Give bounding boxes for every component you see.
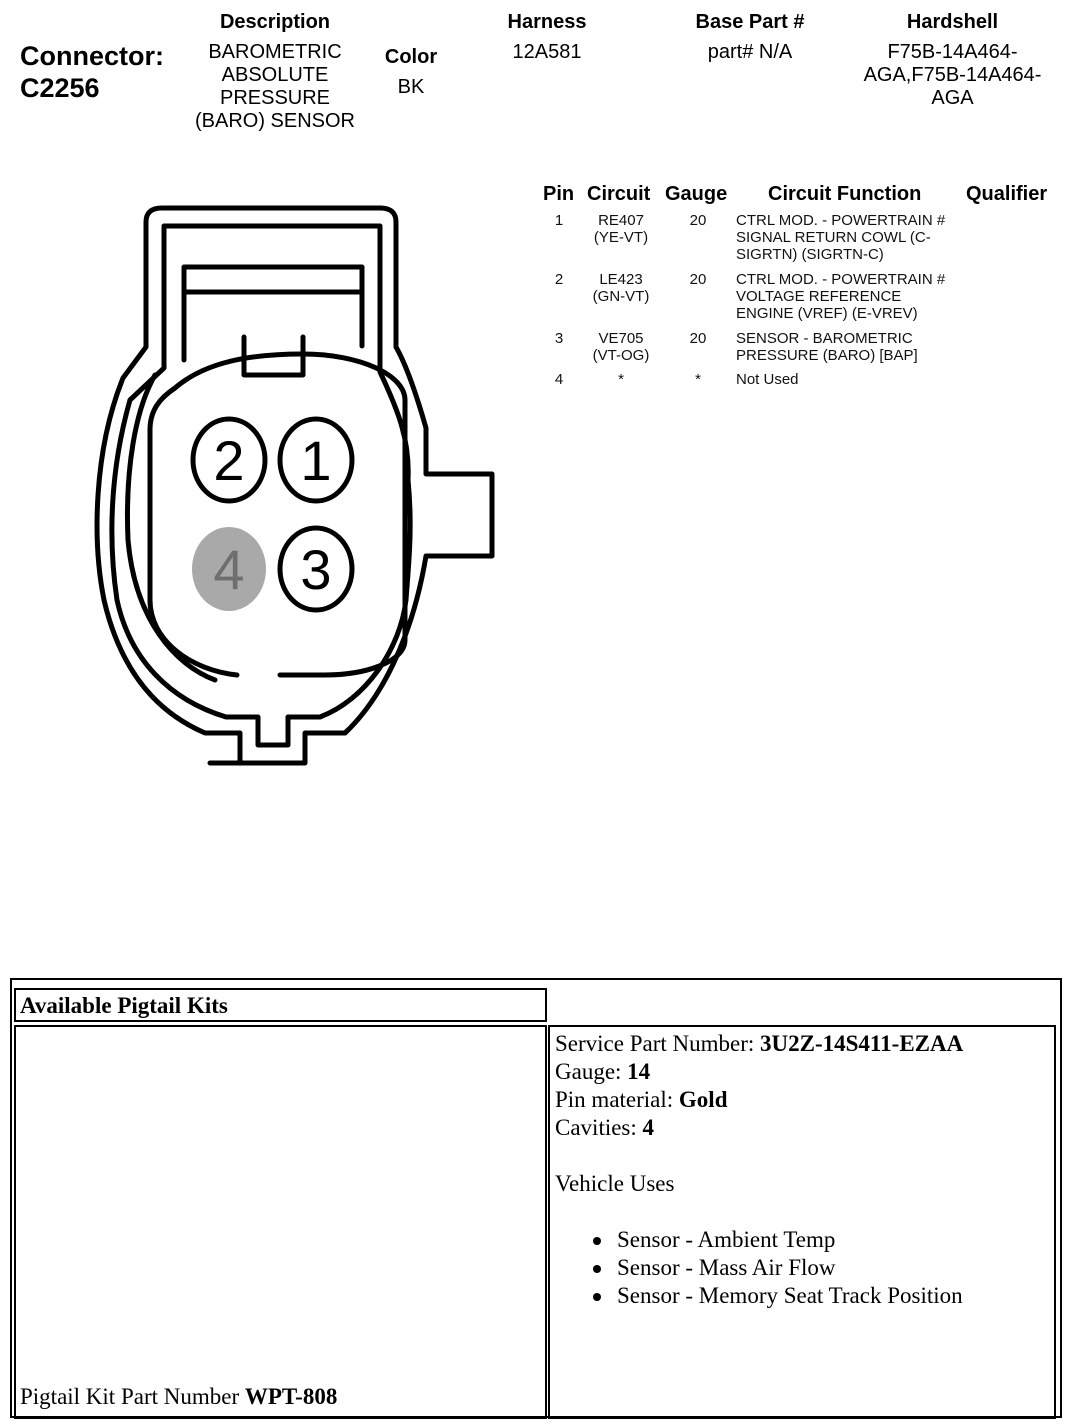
row-circuit [576,330,666,364]
pigtail-title-box [14,988,547,1022]
pin-material-value: Gold [678,1087,728,1112]
pin-4-label: 4 [213,538,245,601]
vehicle-uses-list [555,1226,1054,1310]
circuit-color: (VT-OG) [592,347,650,364]
harness-header: Harness [507,11,587,33]
pin-cavity-sweep [127,375,215,680]
color-header: Color [384,46,438,68]
gauge-line [555,1058,1054,1086]
cavities-line [555,1114,1054,1142]
function-line: CTRL MOD. - POWERTRAIN # [736,271,946,288]
function-line: SENSOR - BAROMETRIC [736,330,913,347]
color-value: BK [397,76,425,98]
cavities-value: 4 [642,1115,655,1140]
row-function [736,271,976,322]
row-gauge: * [695,371,701,388]
circuit-code: VE705 [598,330,644,347]
description-line: PRESSURE [219,87,331,109]
pin-2-label: 2 [213,429,245,492]
list-item: Sensor - Memory Seat Track Position [555,1282,1054,1310]
list-item: Sensor - Mass Air Flow [555,1254,1054,1282]
function-line: SIGNAL RETURN COWL (C- [736,229,931,246]
row-circuit [576,371,666,388]
gauge-label: Gauge: [555,1059,628,1084]
row-gauge: 20 [689,212,707,229]
gauge-col-header: Gauge [665,183,728,205]
function-line: PRESSURE (BARO) [BAP] [736,347,918,364]
pigtail-title: Available Pigtail Kits [20,993,228,1018]
row-function [736,371,976,388]
pin-material-line [555,1086,1054,1114]
kit-part-label: Pigtail Kit Part Number [20,1384,245,1409]
pin-col-header: Pin [543,183,575,205]
row-pin: 4 [554,371,564,388]
list-item: Sensor - Ambient Temp [555,1226,1054,1254]
locking-latch [184,267,362,292]
circuit-code: RE407 [598,212,644,229]
description-line: ABSOLUTE [221,64,329,86]
row-function [736,212,976,263]
circuit-col-header: Circuit [587,183,651,205]
base-part-value: part# N/A [707,41,793,63]
circuit-code: LE423 [599,271,643,288]
row-gauge: 20 [689,271,707,288]
row-circuit [576,271,666,305]
service-part-value: 3U2Z-14S411-EZAA [760,1031,964,1056]
hardshell-line: AGA,F75B-14A464- [863,64,1042,86]
description-line: BAROMETRIC [208,41,342,63]
pigtail-kit-cell [14,1025,547,1419]
pigtail-details-cell [548,1025,1056,1419]
harness-value: 12A581 [512,41,582,63]
function-line: VOLTAGE REFERENCE [736,288,902,305]
row-function [736,330,976,364]
circuit-color: (YE-VT) [593,229,649,246]
hardshell-line: F75B-14A464- [887,41,1018,63]
hardshell-header: Hardshell [906,11,999,33]
function-line: SIGRTN) (SIGRTN-C) [736,246,884,263]
pin-material-label: Pin material: [555,1087,679,1112]
circuit-color: (GN-VT) [592,288,650,305]
function-col-header: Circuit Function [768,183,922,205]
vehicle-uses-heading: Vehicle Uses [555,1171,675,1196]
pin-3-label: 3 [300,538,332,601]
pin-cavity-body [150,354,405,675]
kit-part-number [20,1383,337,1411]
function-line: CTRL MOD. - POWERTRAIN # [736,212,946,229]
hardshell-value [850,41,1055,110]
kit-part-value: WPT-808 [244,1384,338,1409]
gauge-value: 14 [627,1059,651,1084]
row-pin: 3 [554,330,564,347]
description-header: Description [219,11,331,33]
housing-inner [112,226,410,745]
description-line: (BARO) SENSOR [194,110,356,132]
cavities-label: Cavities: [555,1115,643,1140]
row-gauge: 20 [689,330,707,347]
circuit-code: * [618,371,624,388]
function-line: ENGINE (VREF) (E-VREV) [736,305,918,322]
row-circuit [576,212,666,246]
hardshell-line: AGA [931,87,974,109]
pin-group [192,419,352,611]
connector-face-diagram [0,0,520,780]
row-pin: 2 [554,271,564,288]
row-pin: 1 [554,212,564,229]
base-part-header: Base Part # [695,11,805,33]
service-part-label: Service Part Number: [555,1031,761,1056]
connector-id: C2256 [20,73,100,103]
service-part-line [555,1030,1054,1058]
pin-1-label: 1 [300,429,332,492]
qualifier-col-header: Qualifier [966,183,1048,205]
connector-label: Connector: [20,41,164,71]
function-line: Not Used [736,371,799,388]
